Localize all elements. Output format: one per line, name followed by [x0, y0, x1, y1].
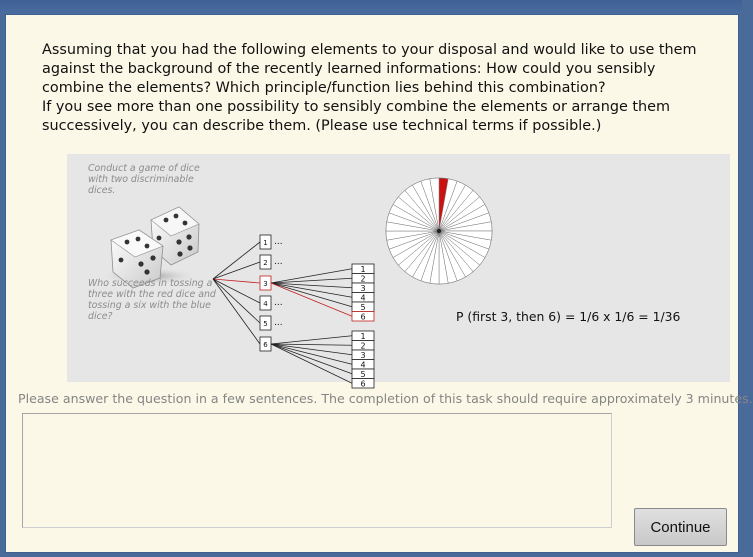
- continue-button[interactable]: Continue: [634, 508, 727, 546]
- answer-input[interactable]: [22, 413, 612, 528]
- tree-label: 4: [360, 360, 366, 370]
- tree-label: 3: [263, 280, 268, 288]
- tree-branch: [271, 344, 352, 383]
- probability-formula: P (first 3, then 6) = 1/6 x 1/6 = 1/36: [456, 309, 681, 324]
- top-bar: [0, 0, 742, 14]
- tree-label: 4: [360, 293, 366, 303]
- tree-branch: [213, 262, 260, 279]
- figure-note-top: Conduct a game of dice with two discriminable dices.: [88, 163, 200, 196]
- probability-wheel: [386, 178, 492, 284]
- probability-tree: [213, 235, 374, 388]
- tree-label: 5: [360, 302, 366, 312]
- wheel-center: [437, 229, 441, 233]
- tree-label: 3: [360, 350, 366, 360]
- question-paragraph-1: Assuming that you had the following elements to your disposal and would like to use them against the background of the recently learned informations: How could you sensibly combine the elements? Which principle/function lies behind this combination?: [42, 42, 697, 96]
- tree-branch: [271, 336, 352, 344]
- tree-branch: [271, 344, 352, 355]
- tree-label: 1: [263, 239, 268, 247]
- tree-label: 5: [360, 369, 366, 379]
- tree-label: 2: [360, 274, 366, 284]
- tree-branch: [213, 279, 260, 323]
- dice-figure: [67, 154, 730, 389]
- tree-label: 6: [263, 341, 268, 349]
- tree-ellipsis: ...: [274, 318, 283, 328]
- tree-label: 3: [360, 283, 366, 293]
- question-paragraph-2: If you see more than one possibility to sensibly combine the elements or arrange them successively, you can describe them. (Please use technical terms if possible.): [42, 99, 671, 134]
- tree-label: 6: [360, 379, 366, 389]
- tree-branch: [213, 279, 260, 344]
- tree-branch: [271, 344, 352, 374]
- tree-ellipsis: ...: [274, 257, 283, 267]
- tree-branch: [271, 344, 352, 345]
- tree-branch: [213, 242, 260, 279]
- tree-label: 6: [360, 312, 366, 322]
- tree-ellipsis: ...: [274, 237, 283, 247]
- tree-label: 4: [263, 300, 268, 308]
- tree-branch: [271, 283, 352, 316]
- task-panel: [5, 14, 753, 553]
- tree-ellipsis: ...: [274, 298, 283, 308]
- tree-label: 2: [360, 341, 366, 351]
- figure-note-bottom: Who succeeds in tossing a three with the red dice and tossing a six with the blue dice?: [88, 278, 216, 322]
- question-text: [42, 41, 712, 136]
- dice-icon: [99, 207, 199, 288]
- tree-label: 5: [263, 320, 268, 328]
- tree-branch: [271, 344, 352, 364]
- instruction-text: Please answer the question in a few sentences. The completion of this task should require approximately 3 minutes.: [18, 391, 753, 406]
- tree-label: 2: [263, 259, 268, 267]
- tree-label: 1: [360, 264, 366, 274]
- tree-label: 1: [360, 331, 366, 341]
